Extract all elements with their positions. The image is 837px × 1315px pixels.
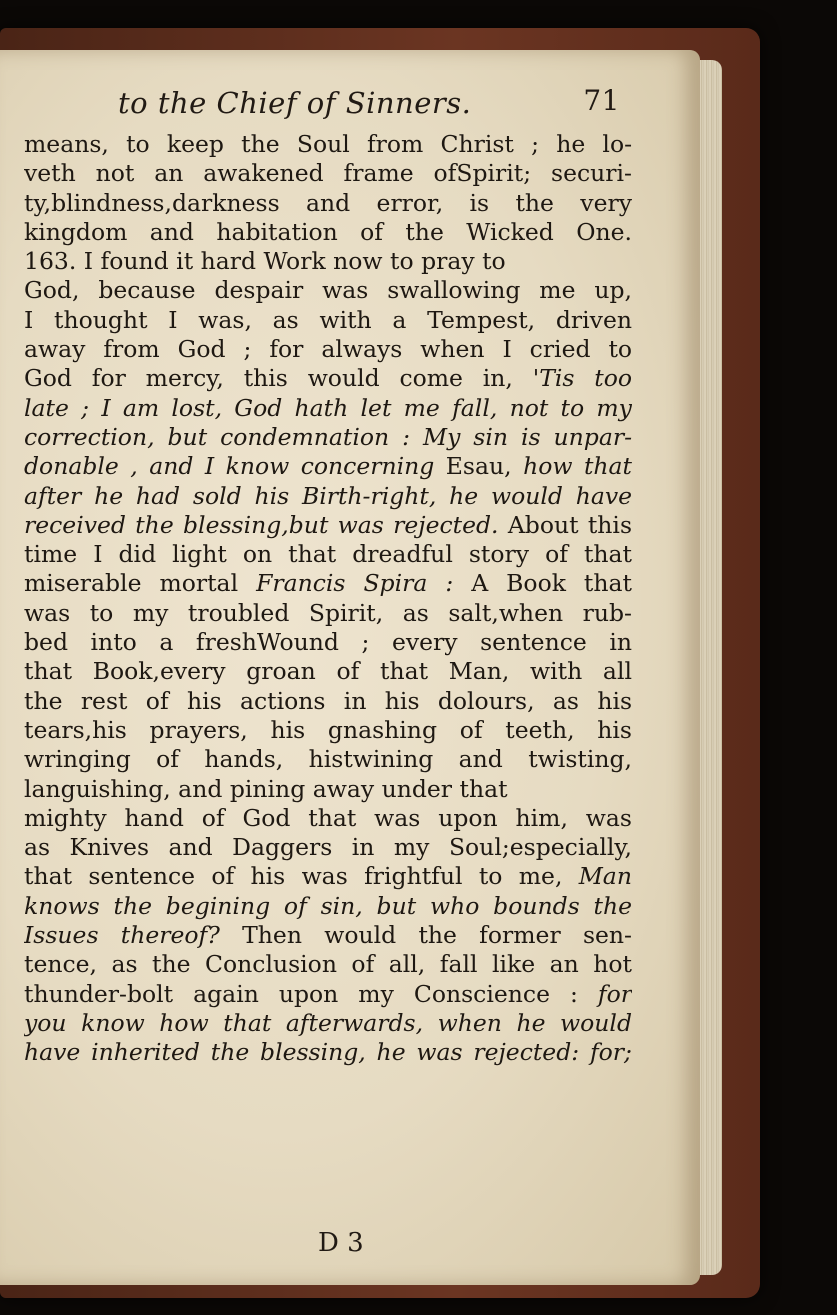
line-content <box>24 247 506 276</box>
text-line <box>24 130 632 159</box>
text-line <box>24 657 632 686</box>
text-segment: tears,his prayers, his gnashing of teeth, his <box>24 715 632 744</box>
text-line <box>24 950 632 979</box>
text-line <box>24 511 632 540</box>
text-segment: bed into a freshWound ; every sentence in <box>24 628 632 657</box>
line-content <box>24 775 508 804</box>
line-content <box>24 394 632 423</box>
text-line <box>24 745 632 774</box>
line-content <box>24 687 632 716</box>
text-line <box>24 482 632 511</box>
text-line <box>24 423 632 452</box>
text-line <box>24 599 632 628</box>
text-line <box>24 833 632 862</box>
text-segment: About this <box>507 510 632 539</box>
text-line <box>24 335 632 364</box>
text-segment: the rest of his actions in his dolours, as his <box>24 686 632 715</box>
text-line <box>24 1009 632 1038</box>
text-segment: was to my troubled Spirit, as salt,when rub- <box>24 598 632 627</box>
text-segment: donable , and I know concerning <box>24 452 446 481</box>
running-head: to the Chief of Sinners. <box>118 86 472 120</box>
text-segment: how that <box>523 452 632 481</box>
line-content <box>24 862 632 891</box>
text-segment: tence, as the Conclusion of all, fall like an hot <box>24 950 632 979</box>
text-segment: A Book that <box>471 569 632 598</box>
body-text <box>24 130 632 1068</box>
running-header <box>118 82 638 122</box>
text-segment: God for mercy, this would come in, <box>24 364 533 393</box>
line-content <box>24 159 632 188</box>
text-segment: Issues thereof? <box>24 921 243 950</box>
text-line <box>24 218 632 247</box>
line-content <box>24 833 632 862</box>
line-content <box>24 1038 632 1067</box>
line-content <box>24 276 632 305</box>
text-line <box>24 1038 632 1067</box>
text-line <box>24 628 632 657</box>
text-segment: knows the begining of sin, but who bounds the <box>24 891 632 920</box>
line-content <box>24 218 632 247</box>
line-content <box>24 511 632 540</box>
text-line <box>24 921 632 950</box>
text-line <box>24 540 632 569</box>
text-segment: mighty hand of God that was upon him, was <box>24 803 632 832</box>
text-segment: languishing, and pining away under that <box>24 774 508 803</box>
line-content <box>24 599 632 628</box>
text-segment: you know how that afterwards, when he would <box>24 1008 632 1037</box>
text-segment: means, to keep the Soul from Christ ; he lo- <box>24 130 632 158</box>
line-content <box>24 569 632 598</box>
text-segment: 'Tis too <box>532 364 632 393</box>
text-line <box>24 452 632 481</box>
text-segment: thunder-bolt again upon my Conscience : <box>24 979 598 1008</box>
text-segment: away from God ; for always when I cried to <box>24 335 632 364</box>
text-segment: after he had sold his Birth-right, he would have <box>24 481 632 510</box>
text-line <box>24 687 632 716</box>
text-line <box>24 276 632 305</box>
text-line <box>24 394 632 423</box>
text-line <box>24 569 632 598</box>
line-content <box>24 482 632 511</box>
page-number: 71 <box>583 84 620 117</box>
line-content <box>24 189 632 218</box>
line-content <box>24 306 632 335</box>
text-segment: time I did light on that dreadful story of that <box>24 540 632 569</box>
text-line <box>24 247 632 276</box>
line-content <box>24 1009 632 1038</box>
line-content <box>24 892 632 921</box>
text-segment: received the blessing,but was rejected. <box>24 510 508 539</box>
text-segment: that sentence of his was frightful to me, <box>24 862 579 891</box>
text-segment: correction, but condemnation : My sin is unpar- <box>24 422 632 451</box>
line-content <box>24 130 632 159</box>
text-segment: Francis Spira : <box>256 569 472 598</box>
text-segment: as Knives and Daggers in my Soul;especially, <box>24 833 632 862</box>
text-segment: veth not an awakened frame ofSpirit; securi- <box>24 159 632 188</box>
line-content <box>24 452 632 481</box>
text-segment: wringing of hands, histwining and twisting, <box>24 745 632 774</box>
line-content <box>24 423 632 452</box>
text-segment: 163. I found it hard Work now to pray to <box>24 247 506 276</box>
text-segment: miserable mortal <box>24 569 257 598</box>
text-line <box>24 804 632 833</box>
line-content <box>24 716 632 745</box>
text-segment: have inherited the blessing, he was rejected: for; <box>24 1038 632 1067</box>
line-content <box>24 980 632 1009</box>
text-segment: kingdom and habitation of the Wicked One. <box>24 217 632 246</box>
line-content <box>24 628 632 657</box>
text-line <box>24 306 632 335</box>
line-content <box>24 657 632 686</box>
line-content <box>24 745 632 774</box>
text-segment: that Book,every groan of that Man, with all <box>24 657 632 686</box>
text-segment: late ; I am lost, God hath let me fall, not to my <box>24 393 632 422</box>
text-segment: Esau, <box>445 452 524 481</box>
line-content <box>24 804 632 833</box>
line-content <box>24 921 632 950</box>
line-content <box>24 540 632 569</box>
text-line <box>24 980 632 1009</box>
text-segment: Then would the former sen- <box>242 921 632 950</box>
text-line <box>24 862 632 891</box>
text-line <box>24 364 632 393</box>
line-content <box>24 364 632 393</box>
text-line <box>24 716 632 745</box>
text-line <box>24 159 632 188</box>
text-line <box>24 189 632 218</box>
text-line <box>24 775 632 804</box>
line-content <box>24 950 632 979</box>
line-content <box>24 335 632 364</box>
text-segment: for <box>597 979 632 1008</box>
text-segment: Man <box>578 862 632 891</box>
signature-mark: D 3 <box>318 1228 364 1258</box>
text-segment: ty,blindness,darkness and error, is the very <box>24 188 632 217</box>
text-segment: God, because despair was swallowing me up, <box>24 276 632 305</box>
text-line <box>24 892 632 921</box>
text-segment: I thought I was, as with a Tempest, driven <box>24 305 632 334</box>
